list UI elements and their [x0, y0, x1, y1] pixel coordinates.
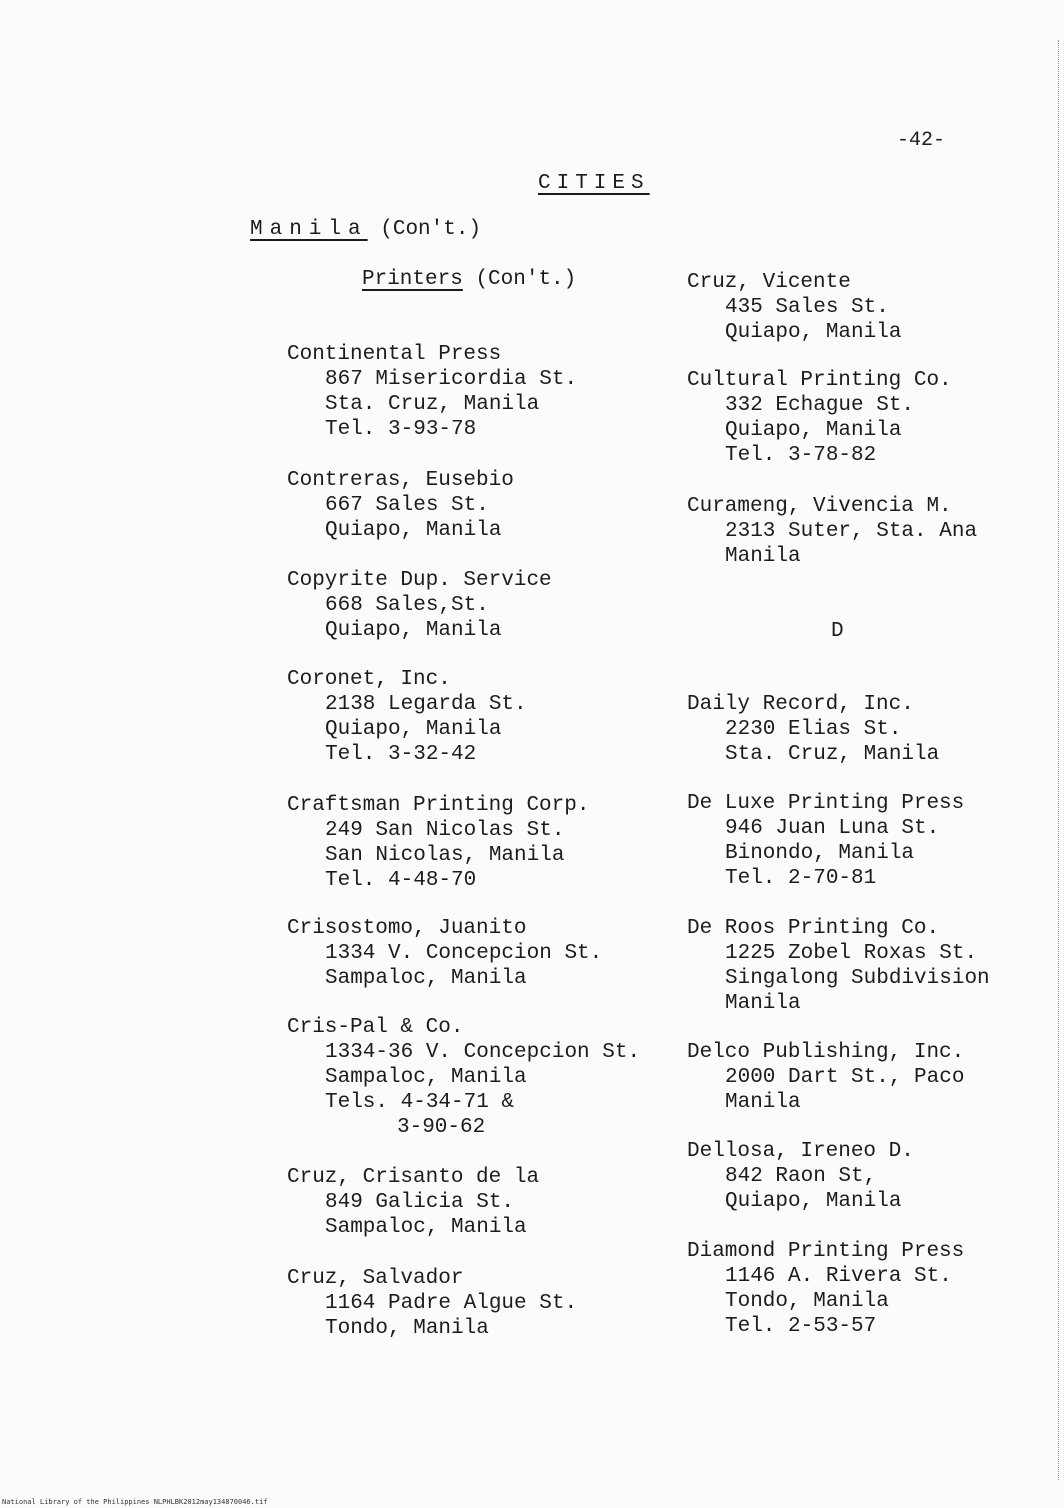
entry-telephone: Tel. 3-32-42	[325, 743, 477, 766]
category-name: Printers	[362, 268, 463, 291]
entry-district: Quiapo, Manila	[725, 1190, 902, 1213]
entry-district: Quiapo, Manila	[325, 519, 502, 542]
entry-name: Delco Publishing, Inc.	[687, 1041, 965, 1064]
entry-name: Cruz, Vicente	[687, 271, 851, 294]
entry-address: 2230 Elias St.	[725, 718, 902, 741]
page-number: -42-	[897, 129, 946, 152]
entry-name: Curameng, Vivencia M.	[687, 495, 952, 518]
entry-telephone: Tel. 3-78-82	[725, 444, 877, 467]
entry-district: Sampaloc, Manila	[325, 1066, 527, 1089]
directory-entry	[287, 793, 589, 893]
entry-name: Cris-Pal & Co.	[287, 1016, 464, 1039]
entry-district: Sampaloc, Manila	[325, 1216, 527, 1239]
entry-name: Dellosa, Ireneo D.	[687, 1140, 914, 1163]
directory-entry	[687, 1239, 964, 1339]
scan-source-footer: National Library of the Philippines NLPHLBK2012may134870046.tif	[2, 1498, 268, 1506]
directory-entry	[287, 568, 552, 643]
category-heading	[362, 267, 576, 292]
directory-entry	[287, 667, 527, 767]
entry-address: 332 Echague St.	[725, 394, 915, 417]
entry-telephone: Tel. 2-53-57	[725, 1315, 877, 1338]
entry-telephone: Tels. 4-34-71 &	[325, 1091, 515, 1114]
entry-district: Quiapo, Manila	[725, 419, 902, 442]
entry-name: Cultural Printing Co.	[687, 369, 952, 392]
entry-address: 249 San Nicolas St.	[325, 819, 565, 842]
entry-district: Tondo, Manila	[325, 1317, 489, 1340]
directory-entry	[287, 342, 577, 442]
entry-address: 1146 A. Rivera St.	[725, 1265, 952, 1288]
entry-name: Continental Press	[287, 343, 502, 366]
entry-district: Singalong Subdivision	[725, 967, 990, 990]
directory-entry	[287, 468, 514, 543]
entry-address: 2313 Suter, Sta. Ana	[725, 520, 978, 543]
directory-entry	[687, 1139, 914, 1214]
directory-entry	[687, 791, 964, 891]
entry-name: Daily Record, Inc.	[687, 693, 914, 716]
entry-district: Quiapo, Manila	[725, 321, 902, 344]
entry-address: 435 Sales St.	[725, 296, 889, 319]
directory-entry	[687, 368, 952, 468]
directory-entry	[287, 1165, 539, 1240]
directory-entry	[287, 1266, 577, 1341]
entry-address: 667 Sales St.	[325, 494, 489, 517]
scan-edge-line	[1058, 40, 1059, 1480]
entry-telephone-second: 3-90-62	[397, 1116, 486, 1139]
entry-district: Sampaloc, Manila	[325, 967, 527, 990]
directory-entry	[687, 916, 990, 1016]
entry-address: 2000 Dart St., Paco	[725, 1066, 965, 1089]
alphabet-section-letter: D	[831, 620, 844, 643]
entry-district: Manila	[725, 1091, 801, 1114]
entry-address: 867 Misericordia St.	[325, 368, 578, 391]
entry-name: Cruz, Crisanto de la	[287, 1166, 540, 1189]
entry-name: Cruz, Salvador	[287, 1267, 464, 1290]
city-name: Manila	[250, 218, 368, 241]
entry-telephone: Tel. 4-48-70	[325, 869, 477, 892]
entry-address: 849 Galicia St.	[325, 1191, 515, 1214]
entry-address: 2138 Legarda St.	[325, 693, 527, 716]
entry-district: Sta. Cruz, Manila	[325, 393, 540, 416]
directory-entry	[687, 1040, 964, 1115]
entry-address: 1164 Padre Algue St.	[325, 1292, 578, 1315]
section-heading: CITIES	[538, 172, 650, 195]
entry-name: Contreras, Eusebio	[287, 469, 514, 492]
directory-entry	[687, 270, 901, 345]
entry-address: 1334 V. Concepcion St.	[325, 942, 603, 965]
entry-name: Coronet, Inc.	[287, 668, 451, 691]
entry-district: Tondo, Manila	[725, 1290, 889, 1313]
entry-address: 946 Juan Luna St.	[725, 817, 940, 840]
entry-address: 1334-36 V. Concepcion St.	[325, 1041, 641, 1064]
entry-district: San Nicolas, Manila	[325, 844, 565, 867]
entry-address: 1225 Zobel Roxas St.	[725, 942, 978, 965]
entry-district: Sta. Cruz, Manila	[725, 743, 940, 766]
directory-entry	[287, 1015, 640, 1140]
entry-name: De Roos Printing Co.	[687, 917, 940, 940]
entry-district: Quiapo, Manila	[325, 718, 502, 741]
entry-name: Craftsman Printing Corp.	[287, 794, 590, 817]
entry-district: Binondo, Manila	[725, 842, 915, 865]
entry-district: Quiapo, Manila	[325, 619, 502, 642]
city-heading	[250, 217, 481, 242]
entry-name: Copyrite Dup. Service	[287, 569, 552, 592]
directory-entry	[687, 494, 977, 569]
directory-entry	[287, 916, 602, 991]
entry-district: Manila	[725, 545, 801, 568]
entry-address: 842 Raon St,	[725, 1165, 877, 1188]
entry-name: Diamond Printing Press	[687, 1240, 965, 1263]
entry-name: Crisostomo, Juanito	[287, 917, 527, 940]
entry-telephone: Tel. 3-93-78	[325, 418, 477, 441]
category-continued: (Con't.)	[475, 268, 577, 291]
entry-telephone: Tel. 2-70-81	[725, 867, 877, 890]
entry-district: Manila	[725, 992, 801, 1015]
entry-name: De Luxe Printing Press	[687, 792, 965, 815]
directory-entry	[687, 692, 939, 767]
entry-address: 668 Sales,St.	[325, 594, 489, 617]
city-continued: (Con't.)	[380, 218, 482, 241]
